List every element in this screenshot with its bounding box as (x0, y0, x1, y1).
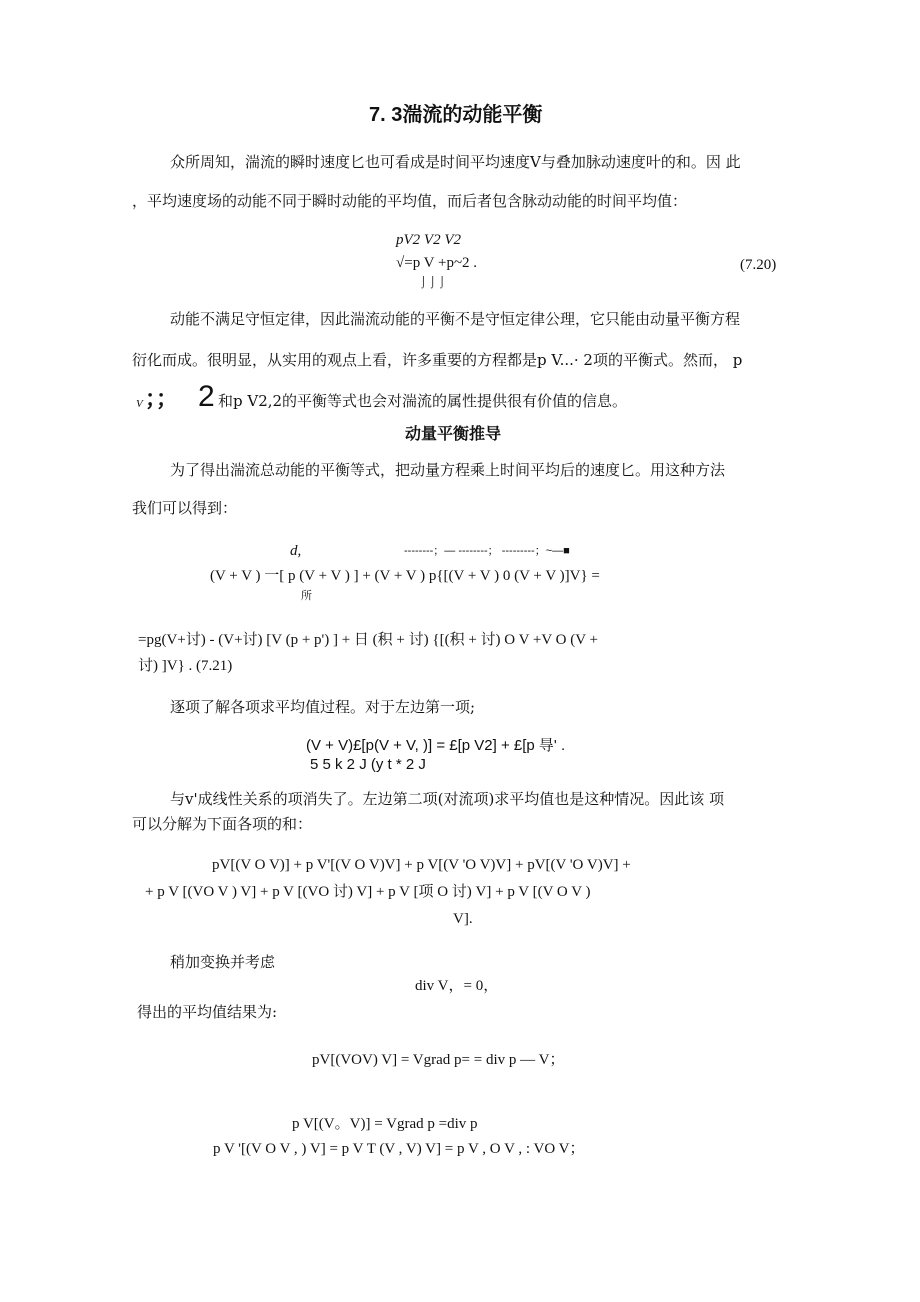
eq721-cont-2: 讨) ]V} . (7.21) (138, 658, 233, 674)
para4: 逐项了解各项求平均值过程。对于左边第一项; (170, 698, 476, 716)
intro-line-2: ，平均速度场的动能不同于瞬时动能的平均值，而后者包含脉动动能的时间平均值： (132, 192, 688, 210)
para7: 得出的平均值结果为: (137, 1003, 278, 1021)
eq-first-main: (V + V)£[p(V + V, )] = £[p V2] + £[p 㝵' . (306, 737, 566, 754)
para2-symbol-v: V (136, 398, 143, 410)
eq721-main: (V + V ) 一[ p (V + V ) ] + (V + V ) p{[(V + V ) 0 (V + V )]V} = (210, 568, 600, 584)
para2-line-2: 衍化而成。很明显，从实用的观点上看，许多重要的方程都是p V...· 2项的平衡式。然而， p (132, 351, 743, 369)
section-heading: 动量平衡推导 (405, 426, 502, 443)
para5-line-1: 与v'成线性关系的项消失了。左边第二项(对流项)求平均值也是这种情况。因此该 项 (170, 790, 725, 808)
para3-line-2: 我们可以得到： (132, 499, 238, 517)
eq721-sub: 所 (301, 589, 312, 602)
eq720-top: pV2 V2 V2 (396, 232, 461, 248)
para5-line-2: 可以分解为下面各项的和： (132, 815, 313, 833)
eq-div: div V，= 0， (415, 978, 499, 994)
para2-symbol-two: 2 (198, 380, 215, 413)
eq721-top-left: d, (290, 543, 302, 559)
para2-line-3: 和p V2,2的平衡等式也会对湍流的属性提供很有价值的信息。 (218, 392, 628, 410)
eq-sum-line-2: + p V [(VO V ) V] + p V [(VO 讨) V] + p V [项 O 讨) V] + p V [(V O V ) (145, 884, 591, 900)
eq-sum-line-1: pV[(V O V)] + p V'[(V O V)V] + p V[(V 'O V)V] + pV[(V 'O V)V] + (212, 857, 631, 873)
eq721-top-right: --------；— --------； ---------；~—■ (404, 545, 570, 557)
eq-result-2: p V[(V。V)] = Vgrad p =div p (292, 1116, 478, 1132)
para2-symbol-semicolons: ；； (145, 386, 179, 411)
page-title: 7. 3湍流的动能平衡 (369, 104, 543, 126)
para6: 稍加变换并考虑 (170, 953, 276, 971)
eq-result-3: p V '[(V O V , ) V] = p V T (V , V) V] = p V , O V , : VO V； (213, 1141, 585, 1157)
eq720-number: (7.20) (740, 257, 777, 273)
eq-first-sub: 5 5 k 2 J (y t * 2 J (310, 756, 426, 773)
eq-result-1: pV[(VOV) V] = Vgrad p= = div p — V； (312, 1052, 565, 1068)
intro-line-1: 众所周知，湍流的瞬时速度匕也可看成是时间平均速度V与叠加脉动速度叶的和。因 此 (170, 153, 741, 171)
para2-line-1: 动能不满足守恒定律，因此湍流动能的平衡不是守恒定律公理，它只能由动量平衡方程 (170, 310, 741, 328)
eq720-bottom: ⌡ ⌡ ⌡ (420, 276, 446, 288)
eq720-main: √=p V +p~2 . (396, 255, 478, 271)
eq721-cont-1: =pg(V+讨) - (V+讨) [V (p + p') ] + 日 (积 + 讨) {[(积 + 讨) O V +V O (V + (138, 632, 599, 648)
eq-sum-line-3: V]. (453, 911, 473, 927)
para3-line-1: 为了得出湍流总动能的平衡等式，把动量方程乘上时间平均后的速度匕。用这种方法 (170, 461, 726, 479)
